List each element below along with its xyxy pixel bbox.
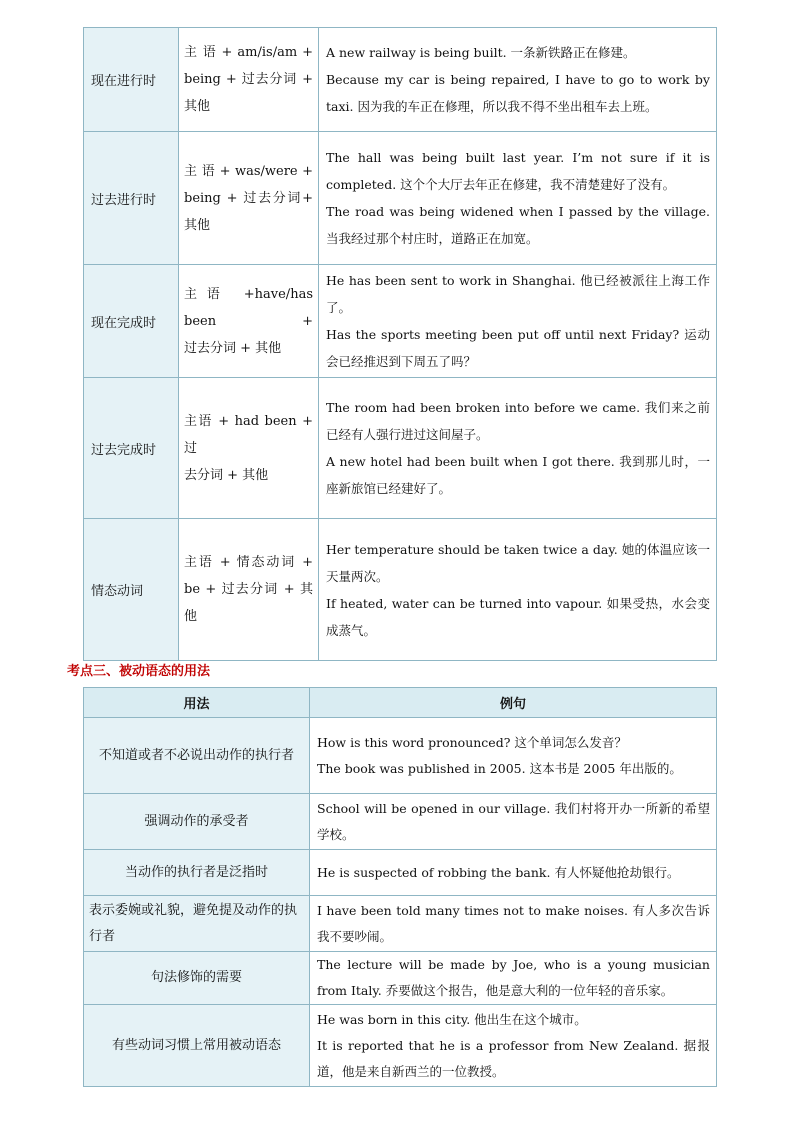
table-row xyxy=(84,850,717,896)
tense-structure: 主 语 + was/were + being + 过去分词+ 其他 xyxy=(179,132,319,265)
table-row xyxy=(84,1005,717,1087)
tense-name: 现在进行时 xyxy=(84,28,179,132)
usage-examples: School will be opened in our village. 我们村将开办一所新的希望学校。 xyxy=(310,794,717,850)
usage-examples: The lecture will be made by Joe, who is a young musician from Italy. 乔要做这个报告，他是意大利的一位年轻的音乐家。 xyxy=(310,952,717,1005)
usage-table xyxy=(83,687,717,1087)
tense-structure: 主 语 + am/is/am + being + 过去分词 + 其他 xyxy=(179,28,319,132)
table-row xyxy=(84,378,717,519)
tense-structure: 主语 + 情态动词 + be + 过去分词 + 其 他 xyxy=(179,519,319,661)
tense-examples: The room had been broken into before we came. 我们来之前已经有人强行进过这间屋子。 A new hotel had been built when I got there. 我到那儿时，一座新旅馆已经建好了。 xyxy=(319,378,717,519)
tense-examples: Her temperature should be taken twice a day. 她的体温应该一天量两次。 If heated, water can be turned into vapour. 如果受热，水会变成蒸气。 xyxy=(319,519,717,661)
tense-name: 过去完成时 xyxy=(84,378,179,519)
column-header-usage: 用法 xyxy=(84,688,310,718)
usage-label: 表示委婉或礼貌，避免提及动作的执行者 xyxy=(84,896,310,952)
tense-name: 现在完成时 xyxy=(84,265,179,378)
table-row xyxy=(84,952,717,1005)
tense-examples: A new railway is being built. 一条新铁路正在修建。 Because my car is being repaired, I have to go to work by taxi. 因为我的车正在修理，所以我不得不坐出租车去上班。 xyxy=(319,28,717,132)
column-header-examples: 例句 xyxy=(310,688,717,718)
table-row xyxy=(84,794,717,850)
table-row xyxy=(84,28,717,132)
usage-examples: He was born in this city. 他出生在这个城市。 It is reported that he is a professor from New Zealand. 据报道，他是来自新西兰的一位教授。 xyxy=(310,1005,717,1087)
tense-structure: 主语 +have/has been + 过去分词 + 其他 xyxy=(179,265,319,378)
usage-examples: I have been told many times not to make noises. 有人多次告诉我不要吵闹。 xyxy=(310,896,717,952)
tense-name: 过去进行时 xyxy=(84,132,179,265)
table-row xyxy=(84,265,717,378)
tense-examples: He has been sent to work in Shanghai. 他已经被派往上海工作了。 Has the sports meeting been put off until next Friday? 运动会已经推迟到下周五了吗？ xyxy=(319,265,717,378)
tense-structure: 主语 + had been + 过 去分词 + 其他 xyxy=(179,378,319,519)
usage-label: 强调动作的承受者 xyxy=(84,794,310,850)
table-row xyxy=(84,896,717,952)
tense-examples: The hall was being built last year. I’m not sure if it is completed. 这个个大厅去年正在修建，我不清楚建好了没有。 The road was being widened when I passed by the village. 当我经过那个村庄时，道路正在加宽。 xyxy=(319,132,717,265)
table-row xyxy=(84,519,717,661)
table-row xyxy=(84,132,717,265)
usage-label: 有些动词习惯上常用被动语态 xyxy=(84,1005,310,1087)
tense-table xyxy=(83,27,717,661)
usage-examples: He is suspected of robbing the bank. 有人怀疑他抢劫银行。 xyxy=(310,850,717,896)
usage-label: 当动作的执行者是泛指时 xyxy=(84,850,310,896)
usage-label: 句法修饰的需要 xyxy=(84,952,310,1005)
table-header-row xyxy=(84,688,717,718)
tense-name: 情态动词 xyxy=(84,519,179,661)
table-row xyxy=(84,718,717,794)
usage-examples: How is this word pronounced? 这个单词怎么发音？ The book was published in 2005. 这本书是 2005 年出版的。 xyxy=(310,718,717,794)
usage-label: 不知道或者不必说出动作的执行者 xyxy=(84,718,310,794)
section-heading: 考点三、被动语态的用法 xyxy=(67,664,211,679)
